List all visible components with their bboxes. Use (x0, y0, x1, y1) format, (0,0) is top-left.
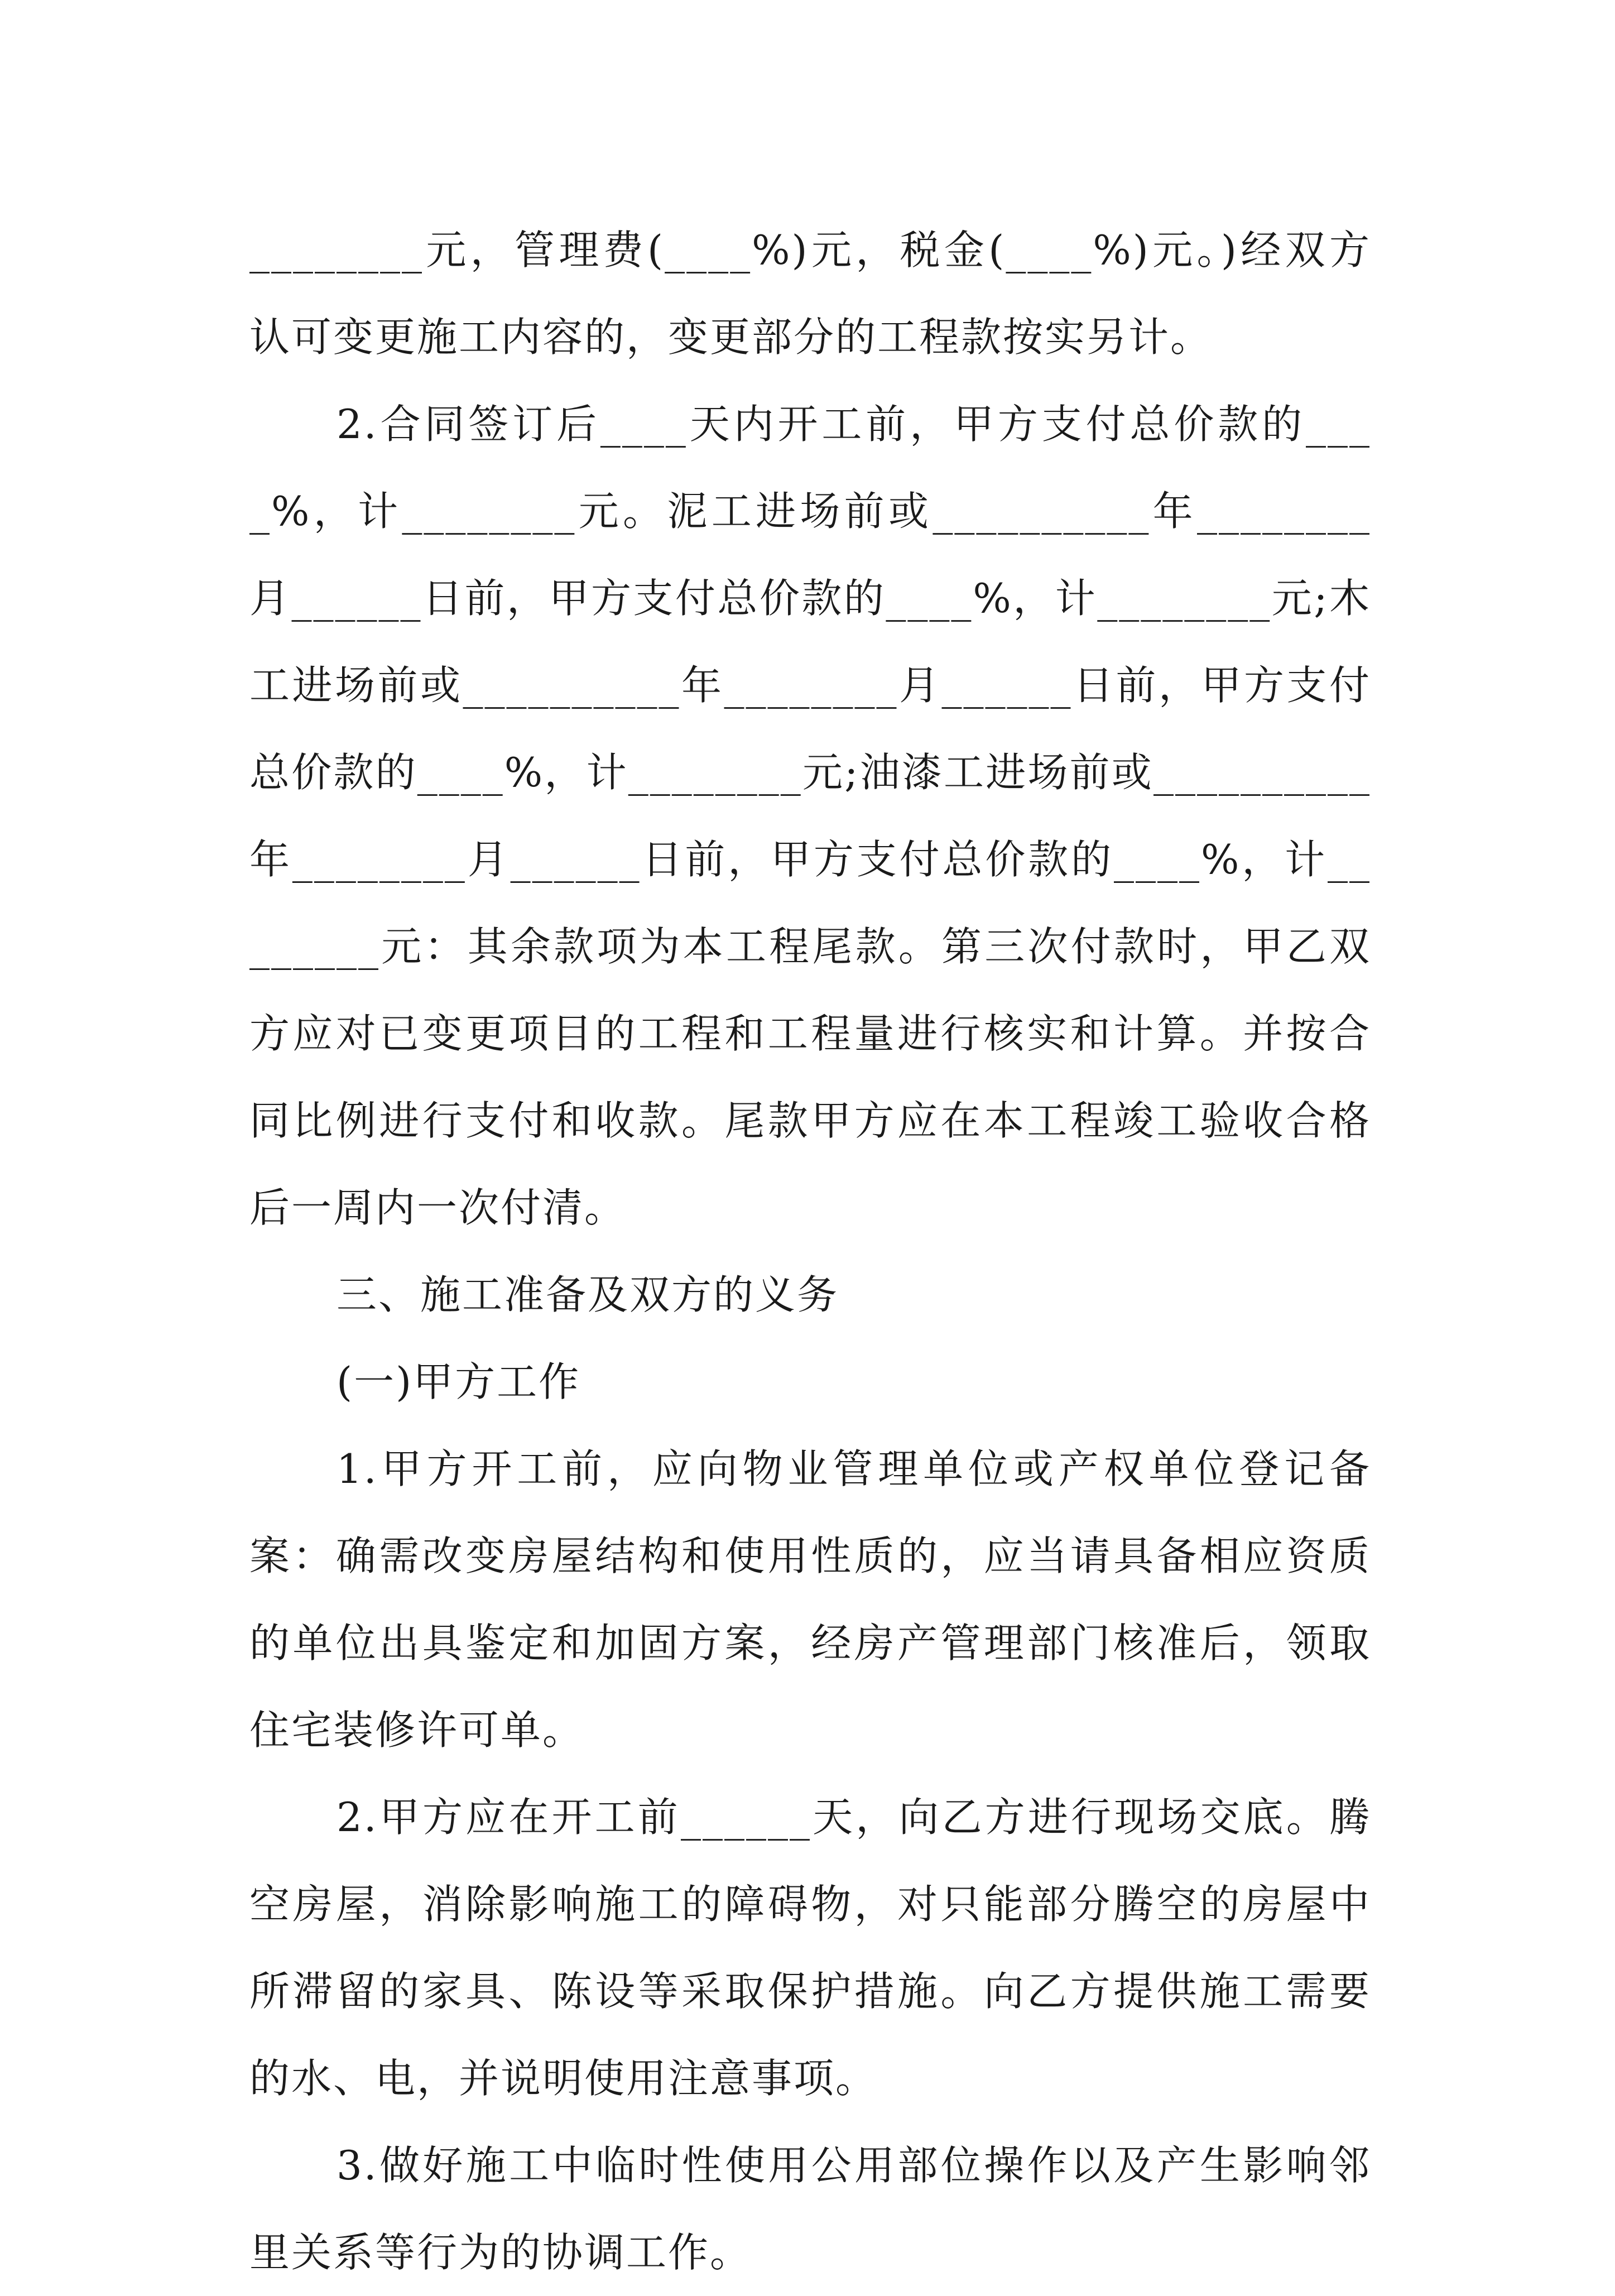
subsection-heading-party-a-work: (一)甲方工作 (337, 1358, 581, 1405)
paragraph-party-a-coordination: 3.做好施工中临时性使用公用部位操作以及产生影响邻里关系等行为的协调工作。 (249, 2142, 1371, 2276)
paragraph-party-a-site-handover: 2.甲方应在开工前______天，向乙方进行现场交底。腾空房屋，消除影响施工的障碍物，对只能部分腾空的房屋中所滞留的家具、陈设等采取保护措施。向乙方提供施工需要的水、电，并说明使用注意事项。 (249, 1794, 1371, 2102)
paragraph-payment-breakdown: ________元，管理费(____%)元，税金(____%)元。)经双方认可变更施工内容的，变更部分的工程款按实另计。 (249, 227, 1371, 361)
paragraph-party-a-registration: 1.甲方开工前，应向物业管理单位或产权单位登记备案：确需改变房屋结构和使用性质的，应当请具备相应资质的单位出具鉴定和加固方案，经房产管理部门核准后，领取住宅装修许可单。 (249, 1445, 1371, 1754)
paragraph-payment-schedule: 2.合同签订后____天内开工前，甲方支付总价款的____%，计________元。泥工进场前或__________年________月______日前，甲方支付总价款的____%，计________元;木工进场前或__________年________月______日前，甲方支付总价款的____%，计________元;油漆工进场前或__________年________月______日前，甲方支付总价款的____%，计________元：其余款项为本工程尾款。第三次付款时，甲乙双方应对已变更项目的工程和工程量进行核实和计算。并按合同比例进行支付和收款。尾款甲方应在本工程竣工验收合格后一周内一次付清。 (249, 401, 1371, 1231)
section-heading-construction-prep: 三、施工准备及双方的义务 (337, 1271, 839, 1318)
document-body (249, 206, 1371, 2296)
